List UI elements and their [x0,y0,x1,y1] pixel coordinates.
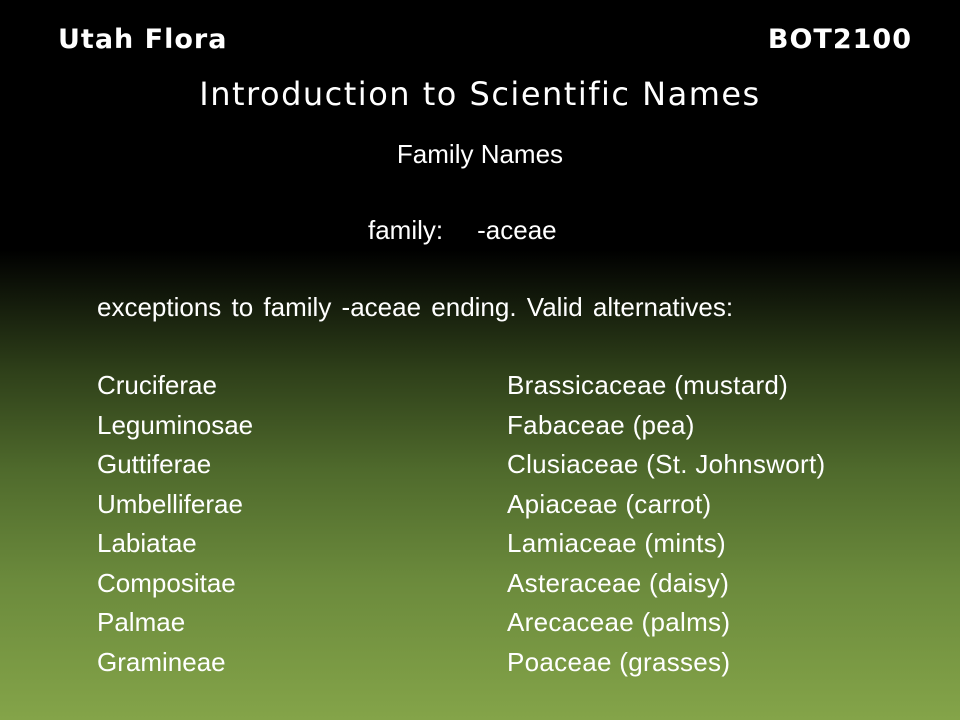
valid-family-name: Poaceae (grasses) [507,646,731,677]
old-family-name: Gramineae [97,646,226,677]
course-code: BOT2100 [767,24,912,55]
valid-family-name: Brassicaceae (mustard) [507,370,789,400]
alternative-row [97,604,917,644]
old-family-name: Compositae [97,567,236,598]
alternative-row [97,446,917,486]
old-family-name: Labiatae [97,528,197,558]
rule-rank: family: [368,215,444,245]
section-subheading: Family Names [396,139,564,169]
valid-family-name: Asteraceae (daisy) [507,567,730,598]
suffix-rule [368,212,557,248]
old-family-name: Palmae [97,607,186,637]
slide-title: Introduction to Scientific Names [199,75,761,113]
course-name: Utah Flora [58,24,228,55]
alternative-row [97,565,917,605]
valid-family-name: Fabaceae (pea) [507,409,695,440]
alternatives-table [97,367,917,683]
old-family-name: Umbelliferae [97,488,243,519]
old-family-name: Leguminosae [97,409,254,440]
exceptions-intro: exceptions to family -aceae ending. Valid alternatives: [97,292,734,322]
old-family-name: Guttiferae [97,449,212,479]
alternative-row [97,367,917,407]
valid-family-name: Clusiaceae (St. Johnswort) [507,449,826,479]
alternative-row [97,644,917,684]
valid-family-name: Lamiaceae (mints) [507,528,726,558]
old-family-name: Cruciferae [97,370,217,400]
rule-suffix: -aceae [477,215,557,245]
alternative-row [97,525,917,565]
alternative-row [97,407,917,447]
valid-family-name: Arecaceae (palms) [507,607,731,637]
valid-family-name: Apiaceae (carrot) [507,488,712,519]
alternative-row [97,486,917,526]
